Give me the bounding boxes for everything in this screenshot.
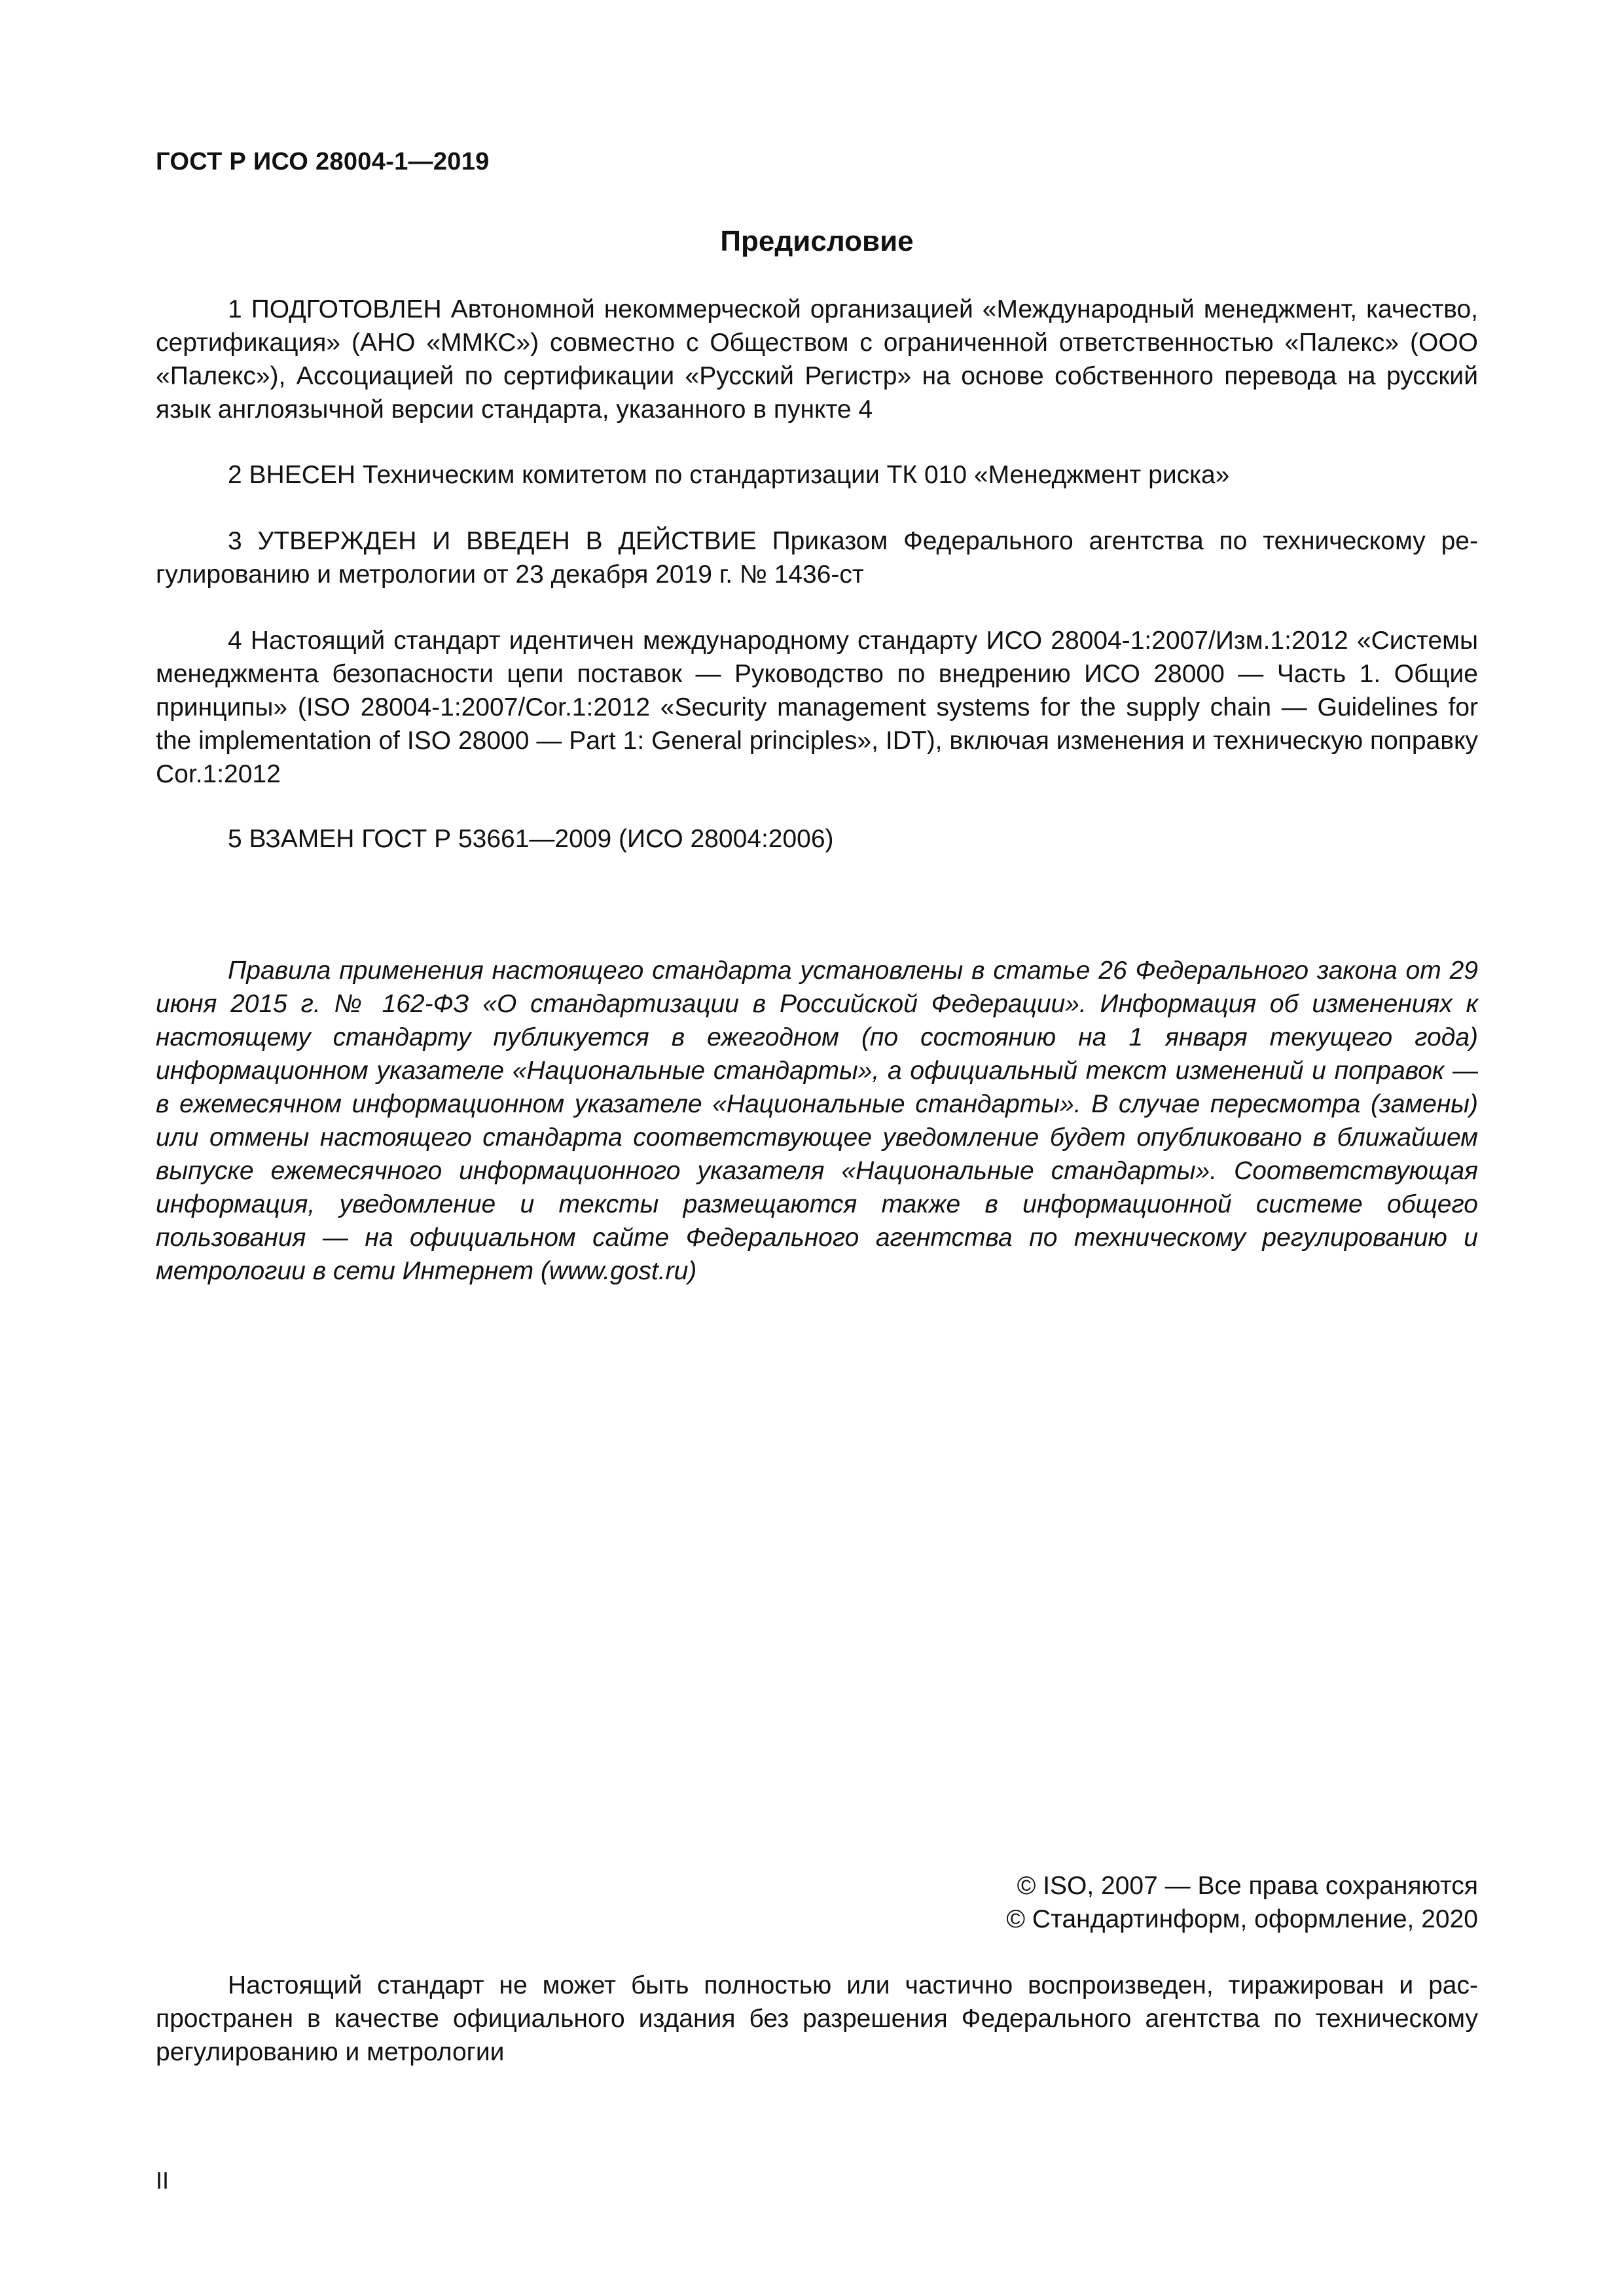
copyright-iso: © ISO, 2007 — Все права сохраняются [1017,1872,1478,1900]
foreword-item-1: 1 ПОДГОТОВЛЕН Автономной некоммерческой организацией «Международный менеджмент, качество, сертификация» (АНО «ММКС») совместно с Обществом с ограниченной ответственностью «Палекс» (ООО «Палекс»), Ассоциацией по сертификации «Русский Регистр» на основе собственного перевода на русский язык англоязычной версии стандарта, указанного в пункте 4 [156,295,1478,424]
page-number: II [156,2167,170,2194]
foreword-item-2: 2 ВНЕСЕН Техническим комитетом по стандартизации ТК 010 «Менеджмент риска» [228,461,1230,489]
foreword-item-3: 3 УТВЕРЖДЕН И ВВЕДЕН В ДЕЙСТВИЕ Приказом Федерального агентства по техническому регулированию и метрологии от 23 декабря 2019 г. № 1436-ст [156,527,1478,589]
foreword-item-4: 4 Настоящий стандарт идентичен международному стандарту ИСО 28004-1:2007/Изм.1:2012 «Системы менеджмента безопасности цепи поставок — Руководство по внедрению ИСО 28000 — Часть 1. Общие принципы» (ISO 28004-1:2007/Cor.1:2012 «Security management systems for the supply chain — Guidelines for the implementation of ISO 28000 — Part 1: General principles», IDT), включая изменения и техническую поправку Cor.1:2012 [156,627,1478,788]
rules-of-application-note: Правила применения настоящего стандарта установлены в статье 26 Федерального закона от 29 июня 2015 г. № 162-ФЗ «О стандартизации в Российской Федерации». Информация об изменениях к настоящему стандарту публикуется в ежегодном (по состоянию на 1 января текущего года) информационном указателе «Национальные стандарты», а официальный текст изменений и поправок — в ежемесячном информационном указателе «Национальные стандарты». В случае пересмотра (замены) или отмены настоящего стандарта соответствующее уведомление будет опубликовано в ближайшем выпуске ежемесячного информационного указателя «Национальные стандарты». Соответствующая информация, уведомление и тексты размещаются также в информационной системе общего пользования — на официальном сайте Федерального агентства по техническому регулированию и метрологии в сети Интернет (www.gost.ru) [156,957,1478,1285]
document-code-header: ГОСТ Р ИСО 28004-1—2019 [156,148,490,175]
foreword-item-5: 5 ВЗАМЕН ГОСТ Р 53661—2009 (ИСО 28004:2006) [228,825,834,853]
page-title: Предисловие [720,225,914,257]
reproduction-notice: Настоящий стандарт не может быть полностью или частично воспроизведен, тиражирован и распространен в качестве официального издания без разрешения Федерального агентства по техническому регулированию и метрологии [156,1971,1478,2066]
copyright-block [156,1869,1478,1936]
copyright-standartinform: © Стандартинформ, оформление, 2020 [1006,1905,1478,1933]
